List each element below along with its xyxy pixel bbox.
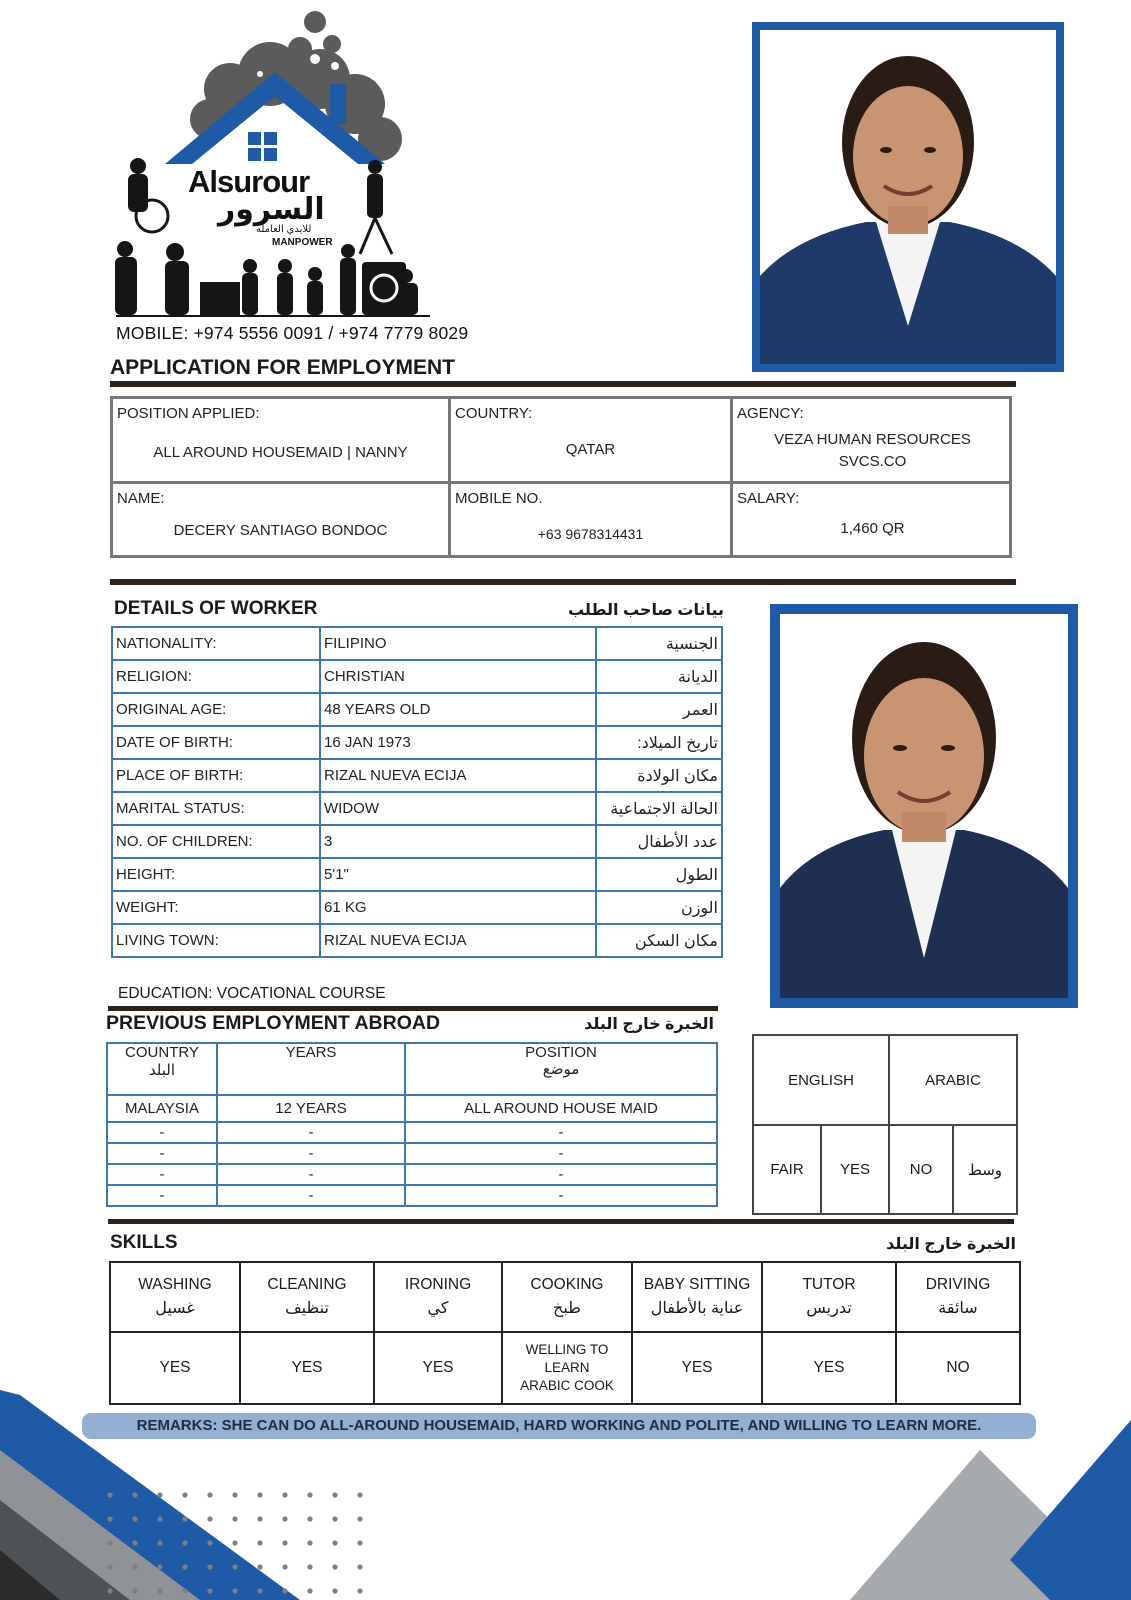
table-row (107, 1185, 717, 1206)
header-position-label: POSITION (525, 1044, 597, 1061)
english-yes: YES (821, 1125, 889, 1214)
decorative-dot (357, 1516, 362, 1521)
mobile-label: MOBILE NO. (455, 490, 543, 507)
skill-value: YES (110, 1332, 240, 1404)
page-title: APPLICATION FOR EMPLOYMENT (110, 356, 455, 379)
skill-value: WELLING TO LEARN ARABIC COOK (502, 1332, 632, 1404)
skill-name: TUTOR (802, 1276, 856, 1294)
details-row (112, 693, 722, 726)
decorative-dot (182, 1540, 187, 1545)
language-arabic: ARABIC (889, 1035, 1017, 1125)
previous-employment-table (106, 1042, 718, 1207)
skill-value: YES (632, 1332, 762, 1404)
decorative-dot (207, 1588, 212, 1593)
decorative-dot (132, 1492, 137, 1497)
employment-country: - (107, 1122, 217, 1143)
details-label: LIVING TOWN: (112, 924, 320, 957)
language-english: ENGLISH (753, 1035, 889, 1125)
details-value: 3 (320, 825, 596, 858)
agency-label: AGENCY: (737, 405, 804, 422)
decorative-dot (132, 1540, 137, 1545)
decorative-dot (357, 1588, 362, 1593)
decorative-dot (132, 1516, 137, 1521)
logo-text: Alsurour (188, 164, 310, 199)
decorative-dot (232, 1588, 237, 1593)
details-label: NO. OF CHILDREN: (112, 825, 320, 858)
details-label-arabic: الطول (596, 858, 722, 891)
details-label-arabic: مكان الولادة (596, 759, 722, 792)
name-value: DECERY SANTIAGO BONDOC (173, 522, 388, 539)
mobile-value: +63 9678314431 (537, 526, 644, 542)
skill-name-arabic: عناية بالأطفال (650, 1299, 744, 1317)
table-row (107, 1143, 717, 1164)
details-value: 48 YEARS OLD (320, 693, 596, 726)
arabic-level: NO (889, 1125, 953, 1214)
details-row (112, 792, 722, 825)
decorative-dot (157, 1564, 162, 1569)
skill-name: COOKING (530, 1276, 604, 1294)
decorative-dot (257, 1540, 262, 1545)
header-country-label: COUNTRY (125, 1044, 199, 1061)
decorative-dot (357, 1564, 362, 1569)
decorative-dot (107, 1540, 112, 1545)
skills-title-arabic: الخبرة خارج البلد (886, 1236, 1016, 1253)
details-label-arabic: الديانة (596, 660, 722, 693)
decorative-dot (132, 1564, 137, 1569)
skill-value: NO (896, 1332, 1020, 1404)
employment-position: - (405, 1185, 717, 1206)
country-label: COUNTRY: (455, 405, 533, 422)
details-value: 61 KG (320, 891, 596, 924)
decorative-dot (207, 1492, 212, 1497)
details-row (112, 726, 722, 759)
employment-country: MALAYSIA (107, 1095, 217, 1122)
decorative-dot (132, 1588, 137, 1593)
name-cell (113, 484, 451, 558)
details-row (112, 891, 722, 924)
decorative-dots (106, 1490, 368, 1600)
decorative-dot (282, 1516, 287, 1521)
agency-value-line2: SVCS.CO (838, 453, 907, 470)
name-label: NAME: (117, 490, 165, 507)
employment-years: - (217, 1185, 405, 1206)
decorative-dot (307, 1540, 312, 1545)
employment-country: - (107, 1185, 217, 1206)
divider (110, 579, 1016, 585)
header-years-label: YEARS (285, 1044, 337, 1061)
salary-value: 1,460 QR (840, 520, 905, 537)
details-label-arabic: الوزن (596, 891, 722, 924)
decorative-dot (232, 1516, 237, 1521)
skill-name-arabic: غسيل (155, 1299, 195, 1317)
header-country-arabic: البلد (148, 1062, 176, 1079)
header-country (107, 1043, 217, 1095)
contact-mobile: MOBILE: +974 5556 0091 / +974 7779 8029 (116, 323, 469, 343)
decorative-dot (107, 1588, 112, 1593)
decorative-dot (182, 1564, 187, 1569)
header-position (405, 1043, 717, 1095)
details-row (112, 759, 722, 792)
details-label-arabic: الجنسية (596, 627, 722, 660)
skill-name: BABY SITTING (643, 1276, 751, 1294)
decorative-dot (207, 1564, 212, 1569)
decorative-dot (332, 1516, 337, 1521)
details-row (112, 627, 722, 660)
employment-country: - (107, 1143, 217, 1164)
details-label: RELIGION: (112, 660, 320, 693)
skill-header (632, 1262, 762, 1332)
employment-position: - (405, 1164, 717, 1185)
decorative-dot (282, 1492, 287, 1497)
decorative-dot (332, 1492, 337, 1497)
decorative-dot (157, 1540, 162, 1545)
decorative-dot (182, 1588, 187, 1593)
details-label: NATIONALITY: (112, 627, 320, 660)
skill-name: CLEANING (267, 1276, 347, 1294)
skill-value: YES (240, 1332, 374, 1404)
language-table (752, 1034, 1018, 1215)
table-row (107, 1122, 717, 1143)
worker-details-table (111, 626, 723, 958)
decorative-dot (357, 1540, 362, 1545)
details-row (112, 924, 722, 957)
details-value: CHRISTIAN (320, 660, 596, 693)
details-label-arabic: مكان السكن (596, 924, 722, 957)
skill-name: IRONING (404, 1276, 472, 1294)
details-label-arabic: العمر (596, 693, 722, 726)
decorative-dot (207, 1516, 212, 1521)
decorative-dot (232, 1492, 237, 1497)
decorative-dot (182, 1492, 187, 1497)
english-level: FAIR (753, 1125, 821, 1214)
worker-photo-secondary (770, 604, 1078, 1008)
decorative-dot (307, 1588, 312, 1593)
header-years (217, 1043, 405, 1095)
skills-table (109, 1261, 1021, 1405)
skill-name: DRIVING (925, 1276, 991, 1294)
details-label-arabic: تاريخ الميلاد: (596, 726, 722, 759)
education: EDUCATION: VOCATIONAL COURSE (118, 985, 386, 1002)
decorative-dot (232, 1564, 237, 1569)
details-label-arabic: الحالة الاجتماعية (596, 792, 722, 825)
skill-name: WASHING (138, 1276, 212, 1294)
details-label: HEIGHT: (112, 858, 320, 891)
skill-header (240, 1262, 374, 1332)
employment-position: ALL AROUND HOUSE MAID (405, 1095, 717, 1122)
skill-header (896, 1262, 1020, 1332)
decorative-dot (157, 1492, 162, 1497)
decorative-dot (257, 1492, 262, 1497)
details-row (112, 660, 722, 693)
details-label: ORIGINAL AGE: (112, 693, 320, 726)
decorative-dot (157, 1516, 162, 1521)
skill-value: YES (374, 1332, 502, 1404)
skill-name-arabic: طبخ (553, 1299, 581, 1317)
position-applied-value: ALL AROUND HOUSEMAID | NANNY (153, 444, 408, 461)
details-label: MARITAL STATUS: (112, 792, 320, 825)
decorative-dot (257, 1564, 262, 1569)
skill-header (374, 1262, 502, 1332)
employment-years: - (217, 1122, 405, 1143)
decorative-dot (157, 1588, 162, 1593)
decorative-dot (282, 1588, 287, 1593)
decorative-dot (282, 1564, 287, 1569)
decorative-dot (332, 1588, 337, 1593)
worker-photo (752, 22, 1064, 372)
salary-cell (733, 484, 1012, 558)
skill-name-arabic: تدريس (806, 1299, 852, 1317)
details-value: 16 JAN 1973 (320, 726, 596, 759)
details-title-arabic: بيانات صاحب الطلب (567, 602, 724, 619)
remarks: REMARKS: SHE CAN DO ALL-AROUND HOUSEMAID, HARD WORKING AND POLITE, AND WILLING TO LEARN MORE. (82, 1413, 1036, 1439)
skill-name-arabic: كي (427, 1299, 449, 1317)
logo-subtitle: MANPOWER (272, 237, 333, 248)
details-label: WEIGHT: (112, 891, 320, 924)
decorative-dot (182, 1516, 187, 1521)
details-row (112, 825, 722, 858)
decorative-dot (107, 1516, 112, 1521)
divider (108, 1006, 718, 1011)
details-value: RIZAL NUEVA ECIJA (320, 759, 596, 792)
decorative-dot (357, 1492, 362, 1497)
employment-years: 12 YEARS (217, 1095, 405, 1122)
mobile-cell (451, 484, 733, 558)
previous-employment-title: PREVIOUS EMPLOYMENT ABROAD (106, 1012, 441, 1034)
salary-label: SALARY: (737, 490, 800, 507)
details-label: PLACE OF BIRTH: (112, 759, 320, 792)
agency-cell (733, 399, 1012, 484)
decorative-dot (257, 1588, 262, 1593)
decorative-dot (107, 1564, 112, 1569)
details-value: RIZAL NUEVA ECIJA (320, 924, 596, 957)
logo-text-arabic: السرور (218, 193, 325, 226)
skills-title: SKILLS (110, 1232, 178, 1253)
decorative-dot (307, 1492, 312, 1497)
decorative-dot (332, 1540, 337, 1545)
previous-employment-title-arabic: الخبرة خارج البلد (584, 1016, 714, 1033)
country-cell (451, 399, 733, 484)
details-title: DETAILS OF WORKER (114, 598, 318, 619)
decorative-dot (232, 1540, 237, 1545)
position-applied-label: POSITION APPLIED: (117, 405, 260, 422)
employment-country: - (107, 1164, 217, 1185)
decorative-dot (332, 1564, 337, 1569)
decorative-dot (107, 1492, 112, 1497)
details-label-arabic: عدد الأطفال (596, 825, 722, 858)
details-label: DATE OF BIRTH: (112, 726, 320, 759)
agency-value-line1: VEZA HUMAN RESOURCES (774, 431, 971, 448)
details-value: WIDOW (320, 792, 596, 825)
arabic-level-arabic: وسط (953, 1125, 1017, 1214)
decorative-dot (282, 1540, 287, 1545)
employment-years: - (217, 1143, 405, 1164)
decorative-dot (207, 1540, 212, 1545)
skill-value: YES (762, 1332, 896, 1404)
divider (108, 1219, 1014, 1224)
skill-header (762, 1262, 896, 1332)
decorative-dot (307, 1516, 312, 1521)
employment-position: - (405, 1143, 717, 1164)
employment-position: - (405, 1122, 717, 1143)
skill-name-arabic: تنظيف (285, 1299, 329, 1317)
decorative-corner-right (830, 1420, 1131, 1600)
logo-subtitle-arabic: للايدي العامله (256, 224, 312, 235)
employment-years: - (217, 1164, 405, 1185)
divider (110, 381, 1016, 387)
application-info-grid (110, 396, 1012, 558)
position-applied-cell (113, 399, 451, 484)
details-row (112, 858, 722, 891)
table-row (107, 1164, 717, 1185)
details-value: FILIPINO (320, 627, 596, 660)
skill-header (502, 1262, 632, 1332)
decorative-dot (257, 1516, 262, 1521)
details-value: 5'1" (320, 858, 596, 891)
skill-name-arabic: سائقة (938, 1299, 978, 1317)
header-position-arabic: موضع (542, 1061, 580, 1079)
skill-header (110, 1262, 240, 1332)
table-row (107, 1095, 717, 1122)
decorative-dot (307, 1564, 312, 1569)
country-value: QATAR (565, 441, 616, 458)
company-logo (110, 4, 440, 324)
